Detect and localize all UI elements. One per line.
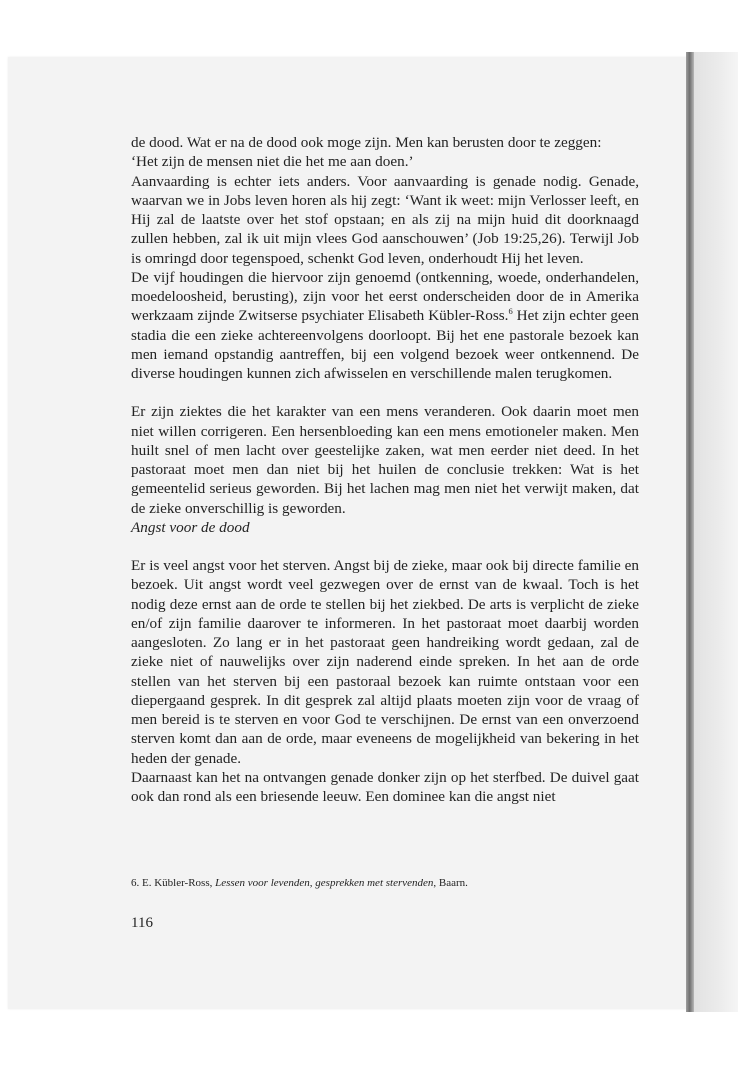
page-edge (694, 52, 738, 1012)
paragraph-1: de dood. Wat er na de dood ook moge zijn. Men kan berusten door te zeggen: ‘Het zijn de mensen niet die het me aan doen.’ (131, 134, 602, 171)
footnote (131, 876, 639, 890)
paragraph-5: Er is veel angst voor het sterven. Angst bij de zieke, maar ook bij directe familie en bezoek. Uit angst wordt veel gezwegen over de ernst van de kwaal. Toch is het nodig deze ernst aan de orde te stellen bij het ziekbed. De arts is verplicht de zieke en/of zijn familie daarover te informeren. In het pastoraat moet daarbij worden aangesloten. Zo lang er in het pastoraat geen handreiking wordt gedaan, zal de zieke niet of nauwelijks over zijn naderend einde spreken. In het aan de orde stellen van het sterven bij een pastoraal bezoek kan ruimte ontstaan voor een diepergaand gesprek. In dit gesprek zal altijd plaats moeten zijn voor de vraag of men bereid is te sterven en voor God te verschijnen. De ernst van een onverzoend sterven komt dan aan de orde, maar eveneens de mogelijkheid van bekering in het heden der genade. (131, 557, 639, 767)
section-heading: Angst voor de dood (131, 518, 250, 536)
paragraph-3-text: De vijf houdingen die hiervoor zijn genoemd (ontkenning, woede, onderhandelen, moedeloosheid, berusting), zijn voor het eerst onderscheiden door de in Amerika werkzaam zijnde Zwitserse psychiater Elisabeth Kübler-Ross. (131, 268, 639, 325)
footnote-prefix: 6. E. Kübler-Ross, (131, 877, 216, 889)
paragraph-6: Daarnaast kan het na ontvangen genade donker zijn op het sterfbed. De duivel gaat ook dan rond als een briesende leeuw. Een dominee kan die angst niet (131, 768, 639, 805)
footnote-title: Lessen voor levenden, gesprekken met stervenden (215, 877, 434, 889)
paragraph-3-text-cont: Het zijn echter geen stadia die een zieke achtereenvolgens doorloopt. Bij het ene pastorale bezoek kan men iemand opstandig aantreffen, bij een volgend bezoek weer ontkennend. De diverse houdingen kunnen zich afwisselen en verschillende malen terugkomen. (131, 307, 639, 382)
footnote-suffix: , Baarn. (433, 877, 468, 889)
paragraph-3 (131, 268, 639, 384)
page-number: 116 (131, 915, 153, 931)
paragraph-4: Er zijn ziektes die het karakter van een mens veranderen. Ook daarin moet men niet willen corrigeren. Een hersenbloeding kan een mens emotioneler maken. Men huilt snel of men lacht over geestelijke zaken, wat men eerder niet deed. In het pastoraat moet men dan niet bij het huilen de conclusie trekken: Wat is het gemeentelid serieus geworden. Bij het lachen mag men niet het verwijt maken, dat de zieke onverschillig is geworden. (131, 403, 639, 517)
footnote-ref: 6 (508, 306, 513, 317)
book-spine (686, 52, 694, 1012)
body-text (131, 133, 639, 806)
paragraph-2: Aanvaarding is echter iets anders. Voor aanvaarding is genade nodig. Genade, waarvan we in Jobs leven horen als hij zegt: ‘Want ik weet: mijn Verlosser leeft, en Hij zal de laatste over het stof opstaan; en als zij na mijn huid dit doorknaagd zullen hebben, zal ik uit mijn vlees God aanschouwen’ (Job 19:25,26). Terwijl Job is omringd door tegenspoed, schenkt God leven, onderhoudt Hij het leven. (131, 172, 639, 267)
